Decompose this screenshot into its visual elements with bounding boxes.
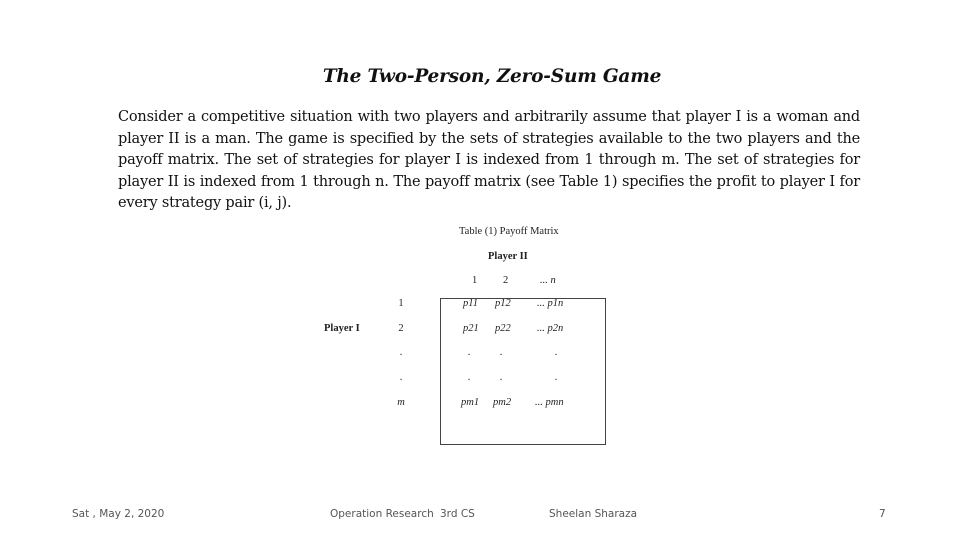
slide-body-text: Consider a competitive situation with two players and arbitrarily assume that player I is a woman and player II is a man. The game is specified by the sets of strategies available to the two players and the payoff matrix. The set of strategies for player I is indexed from 1 through m. The set of strategies for player II is indexed from 1 through n. The payoff matrix (see Table 1) specifies the profit to player I for every strategy pair (i, j).: [118, 109, 860, 211]
slide-title: The Two-Person, Zero-Sum Game: [322, 66, 662, 87]
matrix-cell: p12: [495, 298, 511, 309]
matrix-cell: .: [468, 372, 471, 383]
matrix-cell: p21: [463, 323, 479, 334]
table-caption: Table (1) Payoff Matrix: [459, 226, 559, 237]
matrix-cell: .: [555, 347, 558, 358]
footer-author: Sheelan Sharaza: [549, 508, 638, 520]
matrix-cell: ... p2n: [537, 323, 564, 334]
column-header: 2: [503, 275, 509, 286]
row-label: m: [397, 397, 405, 408]
matrix-box: [440, 298, 606, 445]
matrix-cell: .: [555, 372, 558, 383]
matrix-cell: .: [500, 372, 503, 383]
column-header: 1: [472, 275, 478, 286]
matrix-cell: ... pmn: [535, 397, 564, 408]
matrix-cell: ... p1n: [537, 298, 564, 309]
player-i-label: Player I: [324, 323, 360, 334]
row-label: 2: [398, 323, 404, 334]
matrix-cell: p22: [495, 323, 511, 334]
footer-date: Sat , May 2, 2020: [72, 508, 165, 520]
player-ii-label: Player II: [488, 251, 528, 262]
matrix-cell: p11: [463, 298, 478, 309]
row-label: 1: [398, 298, 404, 309]
row-label: .: [399, 347, 403, 358]
footer-page-number: 7: [879, 508, 886, 520]
footer-course: Operation Research: [330, 508, 434, 520]
matrix-cell: .: [500, 347, 503, 358]
footer-stage: 3rd CS: [440, 508, 475, 520]
column-header: ... n: [540, 275, 556, 286]
matrix-cell: pm2: [493, 397, 512, 408]
row-label: .: [399, 372, 403, 383]
matrix-cell: .: [468, 347, 471, 358]
matrix-cell: pm1: [461, 397, 480, 408]
